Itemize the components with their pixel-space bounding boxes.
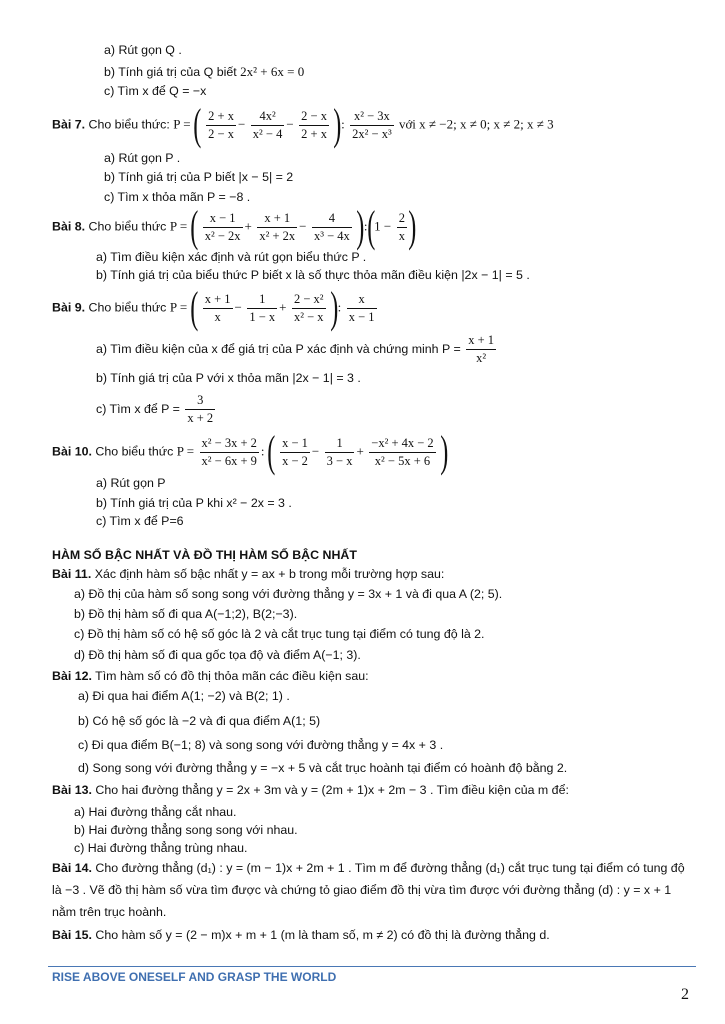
bai13-item-c: c) Hai đường thẳng trùng nhau. [74,841,248,855]
bai10-statement: Bài 10. Cho biểu thức P = $\frac{\text{x² − 3x + 2}}{\text{x² − 6x + 9}}$ : ( $\frac{x - 1}{x - 2}$ − $\frac{1}{3 - x}$ + $\frac{\text{−x² + 4x − 2}}{\text{x² − 5x + 6}}$ ) [52,427,449,476]
bai15-statement: Bài 15. Cho hàm số y = (2 − m)x + m + 1 (m là tham số, m ≠ 2) có đồ thị là đường thẳng d. [52,928,550,942]
bai10-item-a: a) Rút gọn P [96,476,166,490]
bai7-item-a: a) Rút gọn P . [104,151,181,165]
bai11-item-a: a) Đồ thị của hàm số song song với đường thẳng y = 3x + 1 và đi qua A (2; 5). [74,587,503,601]
bai11-item-b: b) Đồ thị hàm số đi qua A(−1;2), B(2;−3). [74,607,298,621]
bai10-item-c: c) Tìm x để P=6 [96,514,184,528]
bai11-statement: Bài 11. Xác định hàm số bậc nhất y = ax + b trong mỗi trường hợp sau: [52,567,445,581]
bai13-item-a: a) Hai đường thẳng cắt nhau. [74,805,237,819]
q-item-b: b) Tính giá trị của Q biết 2x² + 6x = 0 [104,64,305,79]
bai9-statement: Bài 9. Cho biểu thức P = ( $\frac{x + 1}{x}$ − $\frac{1}{1 - x}$ + $\frac{\text{2 − x²}}{\text{x² − x}}$ ): $\frac{x}{x - 1}$ [52,283,375,332]
bai11-item-d: d) Đồ thị hàm số đi qua gốc tọa độ và điểm A(−1; 3). [74,648,361,662]
bai9-item-a: a) Tìm điều kiện của x để giá trị của P xác định và chứng minh P = $\frac{x + 1}{\text{x²}}$ [96,333,494,366]
bai8-item-b: b) Tính giá trị của biểu thức P biết x là số thực thỏa mãn điều kiện |2x − 1| = 5 . [96,268,530,282]
bai14-statement: Bài 14. Cho đường thẳng (d₁) : y = (m − 1)x + 2m + 1 . Tìm m để đường thẳng (d₁) cắt trục tung tại điểm có tung độ là −3 . Vẽ đồ thị hàm số vừa tìm được và chứng tỏ giao điểm đồ thị vừa tìm được với đường thẳng (d) : y = x + 1 nằm trên trục hoành. [52,861,685,919]
bai13-item-b: b) Hai đường thẳng song song với nhau. [74,823,298,837]
bai13-statement: Bài 13. Cho hai đường thẳng y = 2x + 3m và y = (2m + 1)x + 2m − 3 . Tìm điều kiện của m để: [52,783,569,797]
bai12-item-b: b) Có hệ số góc là −2 và đi qua điểm A(1; 5) [78,714,321,728]
bai12-item-a: a) Đi qua hai điểm A(1; −2) và B(2; 1) . [78,689,290,703]
q-item-c: c) Tìm x để Q = −x [104,84,207,98]
bai11-item-c: c) Đồ thị hàm số có hệ số góc là 2 và cắt trục tung tại điểm có tung độ là 2. [74,627,485,641]
bai12-statement: Bài 12. Tìm hàm số có đồ thị thỏa mãn các điều kiện sau: [52,669,369,683]
footer-rule [48,966,696,967]
bai9-item-c: c) Tìm x để P = $\frac{3}{x + 2}$ [96,393,214,426]
bai9-item-b: b) Tính giá trị của P với x thỏa mãn |2x − 1| = 3 . [96,371,361,385]
q-item-a: a) Rút gọn Q . [104,43,182,57]
section-heading: HÀM SỐ BẬC NHẤT VÀ ĐỒ THỊ HÀM SỐ BẬC NHẤT [52,548,357,562]
bai8-item-a: a) Tìm điều kiện xác định và rút gọn biểu thức P . [96,250,367,264]
bai7-item-b: b) Tính giá trị của P biết |x − 5| = 2 [104,170,294,184]
bai12-item-d: d) Song song với đường thẳng y = −x + 5 và cắt trục hoành tại điểm có hoành độ bằng 2. [78,761,568,775]
page-number: 2 [681,986,689,1003]
bai8-statement: Bài 8. Cho biểu thức P = ( $\frac{x - 1}{\text{x² − 2x}}$ + $\frac{x + 1}{\text{x² + 2x}}$ − $\frac{4}{\text{x³ − 4x}}$ ):(1 − $\frac{2}{x}$ ) [52,202,417,251]
bai10-item-b: b) Tính giá trị của P khi x² − 2x = 3 . [96,496,292,510]
footer-text: RISE ABOVE ONESELF AND GRASP THE WORLD [52,970,337,984]
bai7-item-c: c) Tìm x thỏa mãn P = −8 . [104,190,251,204]
bai7-statement: Bài 7. Cho biểu thức: P = ( $\frac{2 + x}{2 - x}$ − $\frac{\text{4x²}}{\text{x² − 4}}$ − $\frac{2 - x}{2 + x}$ ): $\frac{\text{x² − 3x}}{\text{2x² − x³}}$ với x ≠ −2; x ≠ 0; x ≠ 2; x ≠ 3 [52,100,554,149]
bai12-item-c: c) Đi qua điểm B(−1; 8) và song song với đường thẳng y = 4x + 3 . [78,738,444,752]
